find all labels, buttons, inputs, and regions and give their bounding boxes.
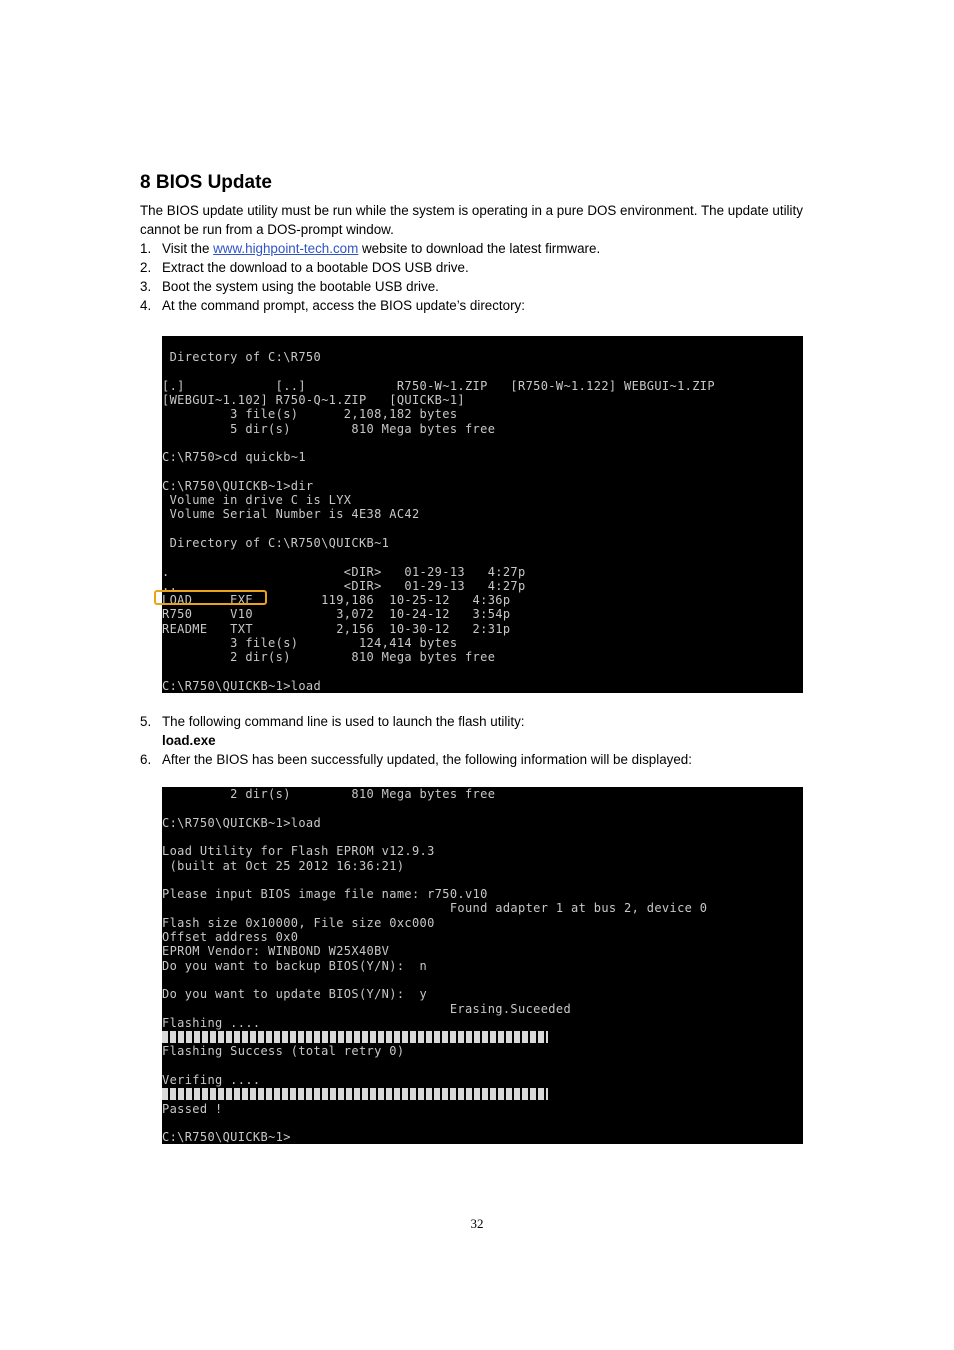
- terminal-line: Do you want to backup BIOS(Y/N): n: [162, 958, 428, 973]
- step-number: 5.: [140, 714, 152, 729]
- step-item: [140, 239, 820, 258]
- terminal-line: Flashing Success (total retry 0): [162, 1044, 405, 1059]
- terminal-line: 3 file(s) 2,108,182 bytes: [162, 407, 458, 422]
- terminal-line: Flashing ....: [162, 1015, 261, 1030]
- terminal-line: 2 dir(s) 810 Mega bytes free: [162, 787, 496, 801]
- terminal-line: 2 dir(s) 810 Mega bytes free: [162, 650, 496, 665]
- terminal-line: C:\R750\QUICKB~1>dir: [162, 478, 314, 493]
- step-number: 4.: [140, 298, 152, 313]
- terminal-line: LOAD EXE 119,186 10-25-12 4:36p: [162, 593, 511, 608]
- terminal-line: C:\R750\QUICKB~1>: [162, 1130, 291, 1144]
- terminal-line: Volume Serial Number is 4E38 AC42: [162, 507, 420, 522]
- dos-terminal-flash-screenshot: [162, 787, 803, 1144]
- terminal-line: (built at Oct 25 2012 16:36:21): [162, 858, 405, 873]
- step-item: [140, 258, 820, 277]
- step-text: Boot the system using the bootable USB drive.: [162, 279, 439, 294]
- terminal-line: 3 file(s) 124,414 bytes: [162, 636, 458, 650]
- terminal-line: 5 dir(s) 810 Mega bytes free: [162, 421, 496, 436]
- terminal-line: Verifing ....: [162, 1073, 261, 1087]
- terminal-line: Please input BIOS image file name: r750.v10: [162, 887, 488, 902]
- terminal-line: [.] [..] R750-W~1.ZIP [R750-W~1.122] WEBGUI~1.ZIP: [162, 378, 715, 393]
- page-number: 32: [470, 1216, 484, 1231]
- step-number: 3.: [140, 279, 152, 294]
- step-item: [140, 296, 820, 315]
- terminal-line: C:\R750\QUICKB~1>load: [162, 678, 322, 693]
- terminal-line: Erasing.Suceeded: [162, 1001, 572, 1016]
- highpoint-website-link[interactable]: www.highpoint-tech.com: [213, 241, 359, 256]
- step-number: 2.: [140, 260, 152, 275]
- flashing-progress-bar: [162, 1031, 548, 1043]
- step-item: [140, 712, 820, 750]
- terminal-line: Offset address 0x0: [162, 930, 299, 944]
- terminal-line: R750 V10 3,072 10-24-12 3:54p: [162, 607, 511, 622]
- steps-list-a: [140, 239, 820, 315]
- terminal-line: EPROM Vendor: WINBOND W25X40BV: [162, 944, 390, 959]
- terminal-line: . <DIR> 01-29-13 4:27p: [162, 564, 526, 579]
- terminal-line: Volume in drive C is LYX: [162, 493, 352, 507]
- terminal-line: Found adapter 1 at bus 2, device 0: [162, 901, 708, 916]
- terminal-line: .. <DIR> 01-29-13 4:27p: [162, 578, 526, 593]
- terminal-line: [WEBGUI~1.102] R750-Q~1.ZIP [QUICKB~1]: [162, 392, 465, 407]
- step-text: After the BIOS has been successfully updated, the following information will be displayed:: [162, 752, 692, 767]
- terminal-line: Directory of C:\R750\QUICKB~1: [162, 535, 390, 550]
- step-item: [140, 750, 820, 769]
- terminal-line: Passed !: [162, 1101, 223, 1116]
- terminal-line: Flash size 0x10000, File size 0xc000: [162, 915, 435, 930]
- terminal-line: Do you want to update BIOS(Y/N): y: [162, 987, 428, 1002]
- step-text: At the command prompt, access the BIOS update’s directory:: [162, 298, 525, 313]
- terminal-line: README TXT 2,156 10-30-12 2:31p: [162, 621, 511, 636]
- verifying-progress-bar: [162, 1088, 548, 1100]
- terminal-line: C:\R750>cd quickb~1: [162, 450, 306, 465]
- terminal-line: Directory of C:\R750: [162, 350, 322, 364]
- step-text: Extract the download to a bootable DOS USB drive.: [162, 260, 469, 275]
- terminal-line: Load Utility for Flash EPROM v12.9.3: [162, 844, 435, 859]
- load-exe-highlight-box: [154, 590, 267, 605]
- section-heading: 8 BIOS Update: [140, 172, 272, 193]
- step-text-pre: Visit the: [162, 241, 214, 256]
- step-item: [140, 277, 820, 296]
- terminal-line: C:\R750\QUICKB~1>load: [162, 815, 322, 830]
- steps-list-b: [140, 712, 820, 769]
- step-number: 1.: [140, 241, 152, 256]
- step-number: 6.: [140, 752, 152, 767]
- step-text-post: website to download the latest firmware.: [358, 241, 601, 256]
- intro-paragraph: The BIOS update utility must be run while the system is operating in a pure DOS environment. The update utility cannot be run from a DOS-prompt window.: [140, 203, 803, 237]
- command-text: load.exe: [162, 733, 216, 748]
- step-text: The following command line is used to launch the flash utility:: [162, 714, 525, 729]
- dos-terminal-directory-screenshot: [162, 336, 803, 693]
